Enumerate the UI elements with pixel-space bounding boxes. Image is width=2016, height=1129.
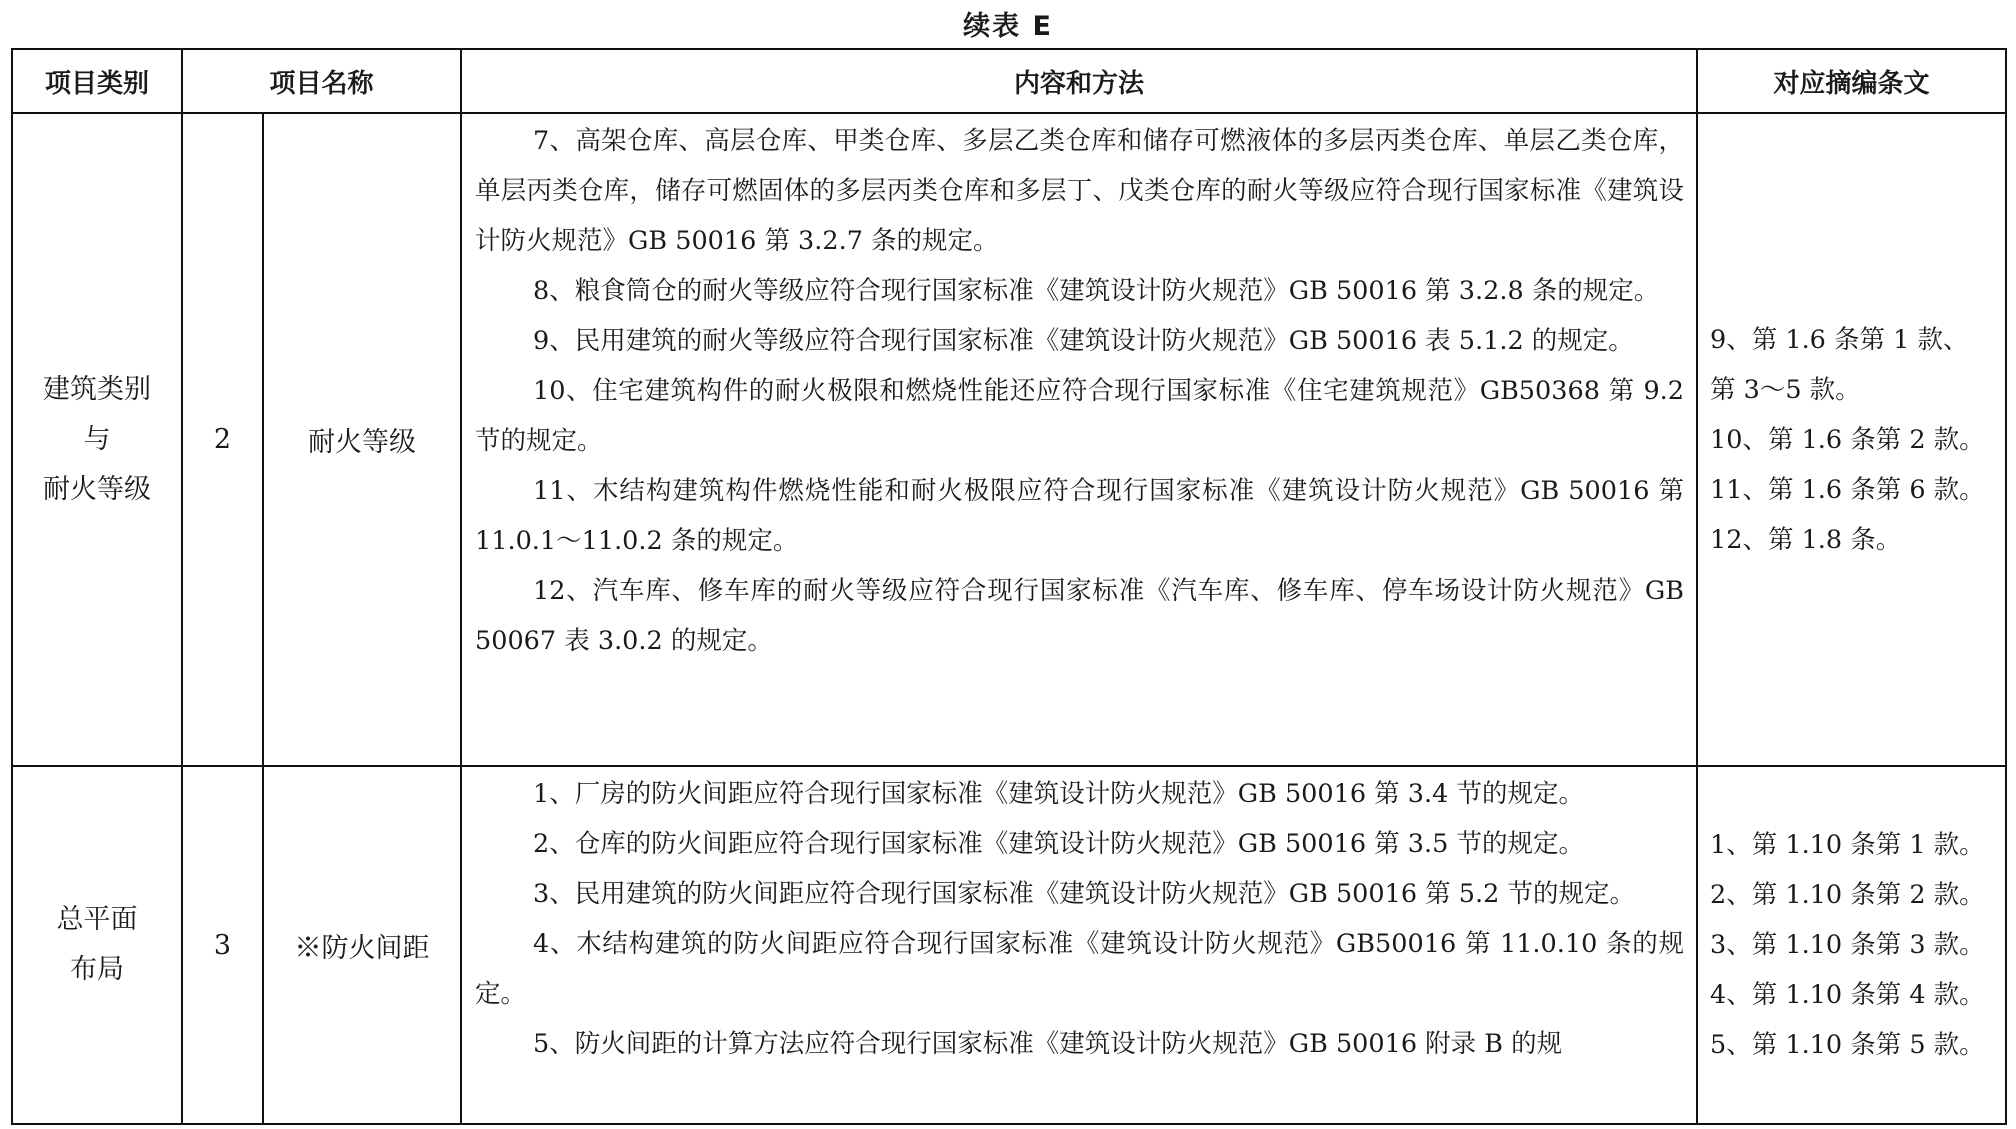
header-category: 项目类别 (12, 49, 182, 113)
category-line: 与 (83, 423, 111, 455)
header-row (12, 49, 2006, 113)
content-paragraph: 11、木结构建筑构件燃烧性能和耐火极限应符合现行国家标准《建筑设计防火规范》GB 50016 第 11.0.1～11.0.2 条的规定。 (475, 476, 1685, 556)
header-item-name: 项目名称 (182, 49, 461, 113)
table-row (12, 113, 2006, 766)
inspection-table (11, 48, 2007, 1125)
content-cell (461, 113, 1697, 766)
reference-line: 3、第 1.10 条第 3 款。 (1710, 930, 1985, 960)
category-line: 布局 (70, 954, 124, 985)
content-paragraph: 3、民用建筑的防火间距应符合现行国家标准《建筑设计防火规范》GB 50016 第 5.2 节的规定。 (533, 879, 1635, 909)
header-content: 内容和方法 (461, 49, 1697, 113)
reference-line: 4、第 1.10 条第 4 款。 (1710, 980, 1985, 1010)
reference-line: 5、第 1.10 条第 5 款。 (1710, 1030, 1985, 1060)
item-number: 2 (182, 113, 263, 766)
item-number: 3 (182, 766, 263, 1124)
reference-cell (1697, 766, 2006, 1124)
item-name: ※防火间距 (263, 766, 461, 1124)
content-paragraph: 5、防火间距的计算方法应符合现行国家标准《建筑设计防火规范》GB 50016 附录 B 的规 (533, 1029, 1563, 1059)
content-paragraph: 9、民用建筑的耐火等级应符合现行国家标准《建筑设计防火规范》GB 50016 表 5.1.2 的规定。 (533, 326, 1634, 356)
content-paragraph: 10、住宅建筑构件的耐火极限和燃烧性能还应符合现行国家标准《住宅建筑规范》GB50368 第 9.2 节的规定。 (475, 376, 1685, 456)
reference-line: 1、第 1.10 条第 1 款。 (1710, 830, 1985, 860)
reference-line: 12、第 1.8 条。 (1710, 524, 1902, 555)
reference-line: 2、第 1.10 条第 2 款。 (1710, 880, 1985, 910)
category-line: 建筑类别 (43, 373, 151, 405)
category-cell (12, 113, 182, 766)
header-reference: 对应摘编条文 (1697, 49, 2006, 113)
reference-line: 10、第 1.6 条第 2 款。 (1710, 424, 1985, 455)
category-line: 耐火等级 (43, 473, 151, 505)
category-line: 总平面 (56, 904, 138, 935)
item-name: 耐火等级 (263, 113, 461, 766)
content-cell (461, 766, 1697, 1124)
reference-line: 第 3～5 款。 (1710, 374, 1861, 405)
reference-line: 11、第 1.6 条第 6 款。 (1710, 474, 1985, 505)
content-paragraph: 4、木结构建筑的防火间距应符合现行国家标准《建筑设计防火规范》GB50016 第 11.0.10 条的规定。 (475, 929, 1685, 1009)
category-cell (12, 766, 182, 1124)
reference-line: 9、第 1.6 条第 1 款、 (1710, 324, 1969, 355)
table-row (12, 766, 2006, 1124)
content-paragraph: 7、高架仓库、高层仓库、甲类仓库、多层乙类仓库和储存可燃液体的多层丙类仓库、单层乙类仓库，单层丙类仓库，储存可燃固体的多层丙类仓库和多层丁、戊类仓库的耐火等级应符合现行国家标准《建筑设计防火规范》GB 50016 第 3.2.7 条的规定。 (475, 126, 1685, 256)
reference-cell (1697, 113, 2006, 766)
content-paragraph: 1、厂房的防火间距应符合现行国家标准《建筑设计防火规范》GB 50016 第 3.4 节的规定。 (533, 779, 1584, 809)
content-paragraph: 8、粮食筒仓的耐火等级应符合现行国家标准《建筑设计防火规范》GB 50016 第 3.2.8 条的规定。 (533, 276, 1660, 306)
content-paragraph: 2、仓库的防火间距应符合现行国家标准《建筑设计防火规范》GB 50016 第 3.5 节的规定。 (533, 829, 1584, 859)
page-title: 续表 E (963, 11, 1053, 42)
content-paragraph: 12、汽车库、修车库的耐火等级应符合现行国家标准《汽车库、修车库、停车场设计防火规范》GB 50067 表 3.0.2 的规定。 (475, 576, 1685, 656)
